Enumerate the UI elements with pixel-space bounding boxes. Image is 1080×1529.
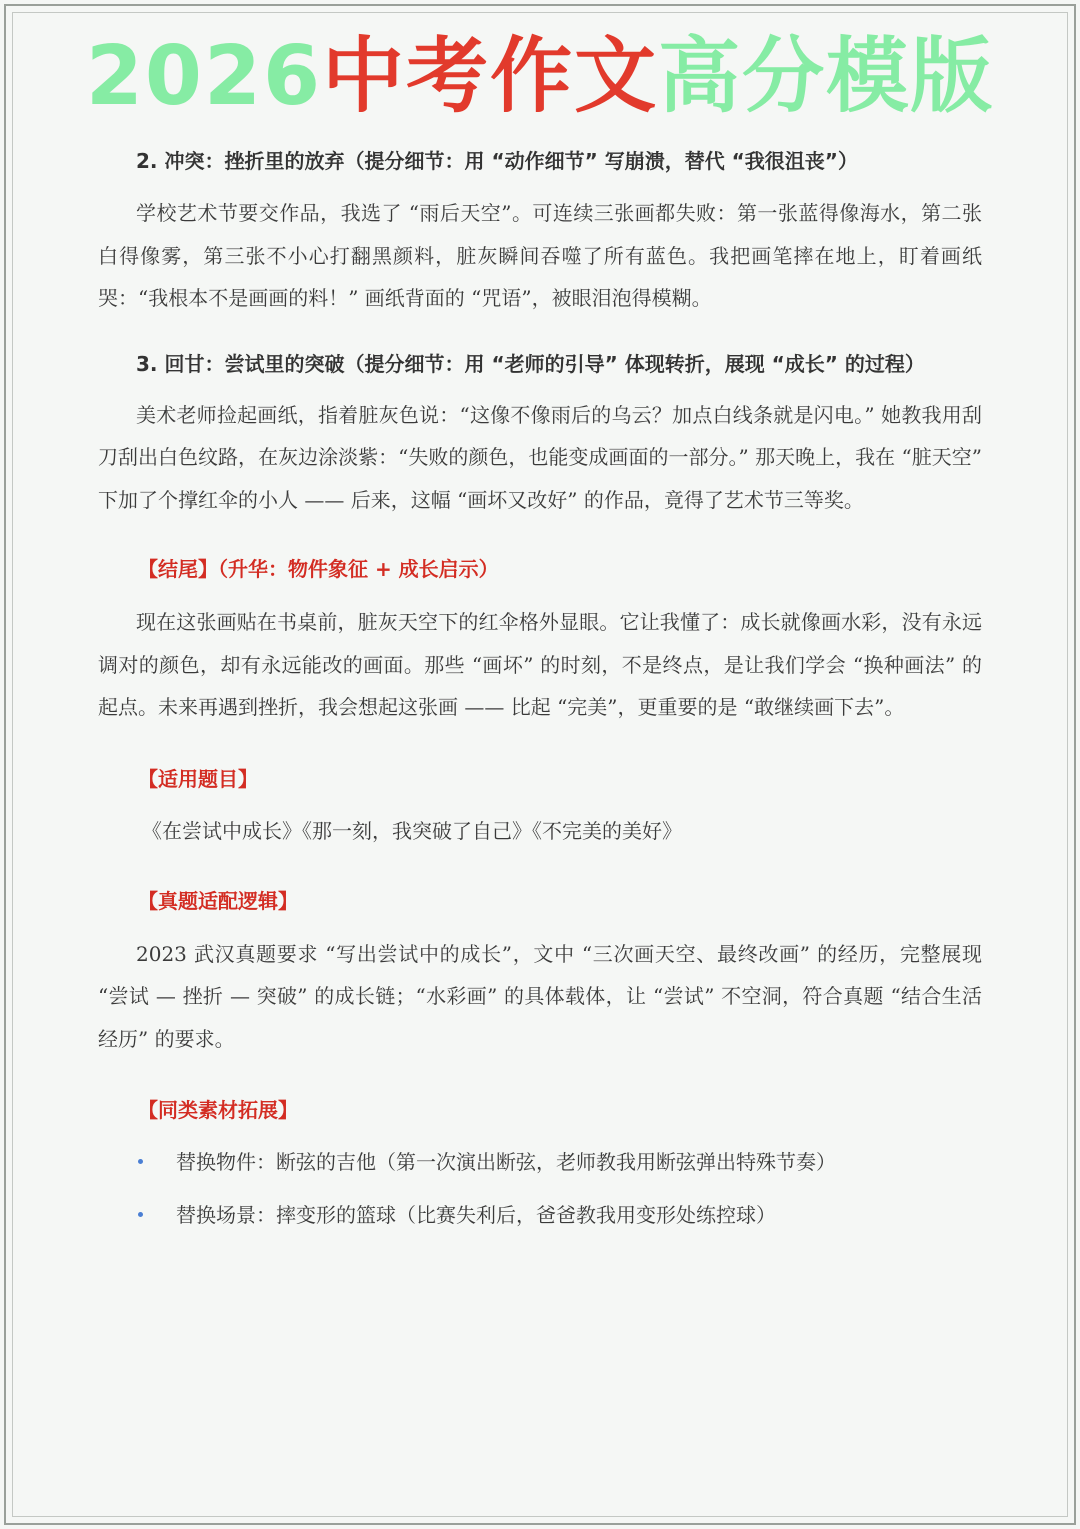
article-body	[98, 140, 982, 1235]
logic-heading: 【真题适配逻辑】	[138, 888, 298, 913]
title-year: 2026	[85, 29, 323, 124]
section-3-heading: 3. 回甘：尝试里的突破（提分细节：用 “老师的引导” 体现转折，展现 “成长” 的过程）	[136, 351, 925, 376]
title-end: 高分模版	[658, 29, 995, 124]
ending-heading: 【结尾】（升华：物件象征 + 成长启示）	[138, 557, 499, 581]
logic-paragraph: 2023 武汉真题要求 “写出尝试中的成长”，文中 “三次画天空、最终改画” 的经历，完整展现 “尝试 — 挫折 — 突破” 的成长链；“水彩画” 的具体载体，让 “尝试” 不空洞，符合真题 “结合生活经历” 的要求。	[98, 941, 982, 1051]
extension-heading: 【同类素材拓展】	[138, 1098, 298, 1122]
section-2-heading: 2. 冲突：挫折里的放弃（提分细节：用 “动作细节” 写崩溃，替代 “我很沮丧”）	[136, 149, 858, 173]
page-title	[0, 22, 1080, 132]
ending-paragraph: 现在这张画贴在书桌前，脏灰天空下的红伞格外显眼。它让我懂了：成长就像画水彩，没有永远调对的颜色，却有永远能改的画面。那些 “画坏” 的时刻，不是终点，是让我们学会 “换种画法” 的起点。未来再遇到挫折，我会想起这张画 —— 比起 “完美”，更重要的是 “敢继续画下去”。	[98, 610, 982, 719]
bullet-dot-icon	[138, 1159, 143, 1164]
bullet-dot-icon	[138, 1212, 143, 1217]
list-item-text: 替换物件：断弦的吉他（第一次演出断弦，老师教我用断弦弹出特殊节奏）	[176, 1150, 836, 1174]
title-middle: 中考作文	[322, 29, 659, 124]
section-3-paragraph: 美术老师捡起画纸，指着脏灰色说：“这像不像雨后的乌云？加点白线条就是闪电。” 她教我用刮刀刮出白色纹路，在灰边涂淡紫：“失败的颜色，也能变成画面的一部分。” 那天晚上，我在 “脏天空” 下加了个撑红伞的小人 —— 后来，这幅 “画坏又改好” 的作品，竟得了艺术节三等奖。	[98, 402, 982, 512]
extension-list	[98, 1142, 982, 1235]
topics-list: 《在尝试中成长》《那一刻，我突破了自己》《不完美的美好》	[142, 818, 682, 843]
section-2-paragraph: 学校艺术节要交作品，我选了 “雨后天空”。可连续三张画都失败：第一张蓝得像海水，第二张白得像雾，第三张不小心打翻黑颜料，脏灰瞬间吞噬了所有蓝色。我把画笔摔在地上，盯着画纸哭：“我根本不是画画的料！” 画纸背面的 “咒语”，被眼泪泡得模糊。	[98, 201, 982, 310]
list-item	[98, 1142, 982, 1182]
list-item-text: 替换场景：摔变形的篮球（比赛失利后，爸爸教我用变形处练控球）	[176, 1203, 776, 1227]
list-item	[98, 1195, 982, 1235]
topics-heading: 【适用题目】	[138, 766, 258, 791]
